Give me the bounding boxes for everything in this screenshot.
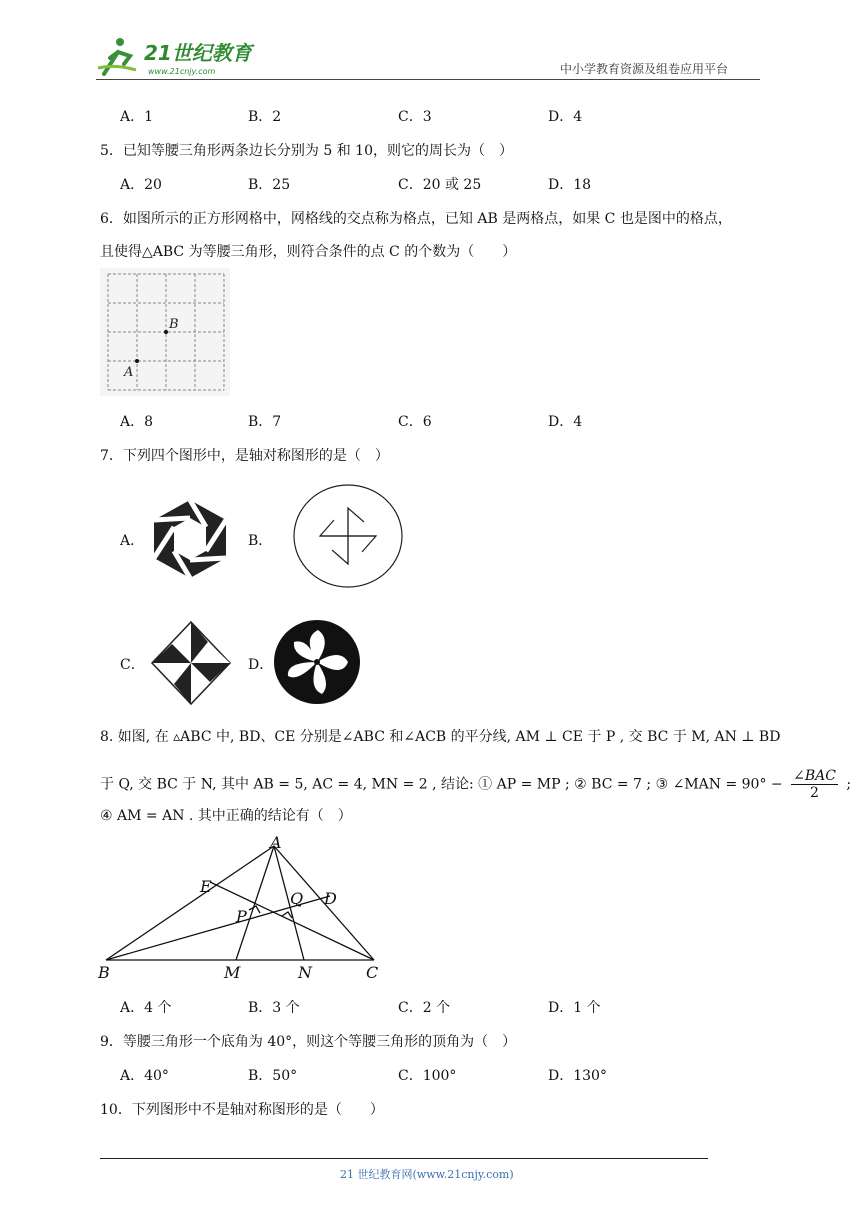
q6-grid-figure <box>100 268 230 396</box>
q4-options <box>120 106 760 126</box>
q5-option-b[interactable]: B．25 <box>248 177 291 193</box>
q9-stem: 9．等腰三角形一个底角为 40°，则这个等腰三角形的顶角为（ ） <box>100 1034 517 1050</box>
q8-label-b: B <box>98 963 110 982</box>
q8-options <box>120 997 760 1017</box>
q7-figure-a-hexagon-swirl <box>150 496 230 582</box>
logo-title: 21世纪教育 <box>144 41 252 65</box>
q6-options <box>120 411 760 431</box>
q4-option-c[interactable]: C．3 <box>398 109 432 125</box>
q6-label-a: A <box>124 365 134 380</box>
q8-label-q: Q <box>290 889 304 908</box>
q7-label-c[interactable]: C． <box>120 657 145 673</box>
q8-label-n: N <box>298 963 312 982</box>
footer-divider <box>100 1158 708 1159</box>
q8-label-m: M <box>224 963 241 982</box>
q8-stem-line2-text: 于 Q, 交 BC 于 N, 其中 AB = 5, AC = 4, MN = 2 , 结论: ① AP = MP ; ② BC = 7 ; ③ ∠MAN = 90° − <box>100 776 783 793</box>
q6-option-c[interactable]: C．6 <box>398 414 432 430</box>
q8-fraction-denominator: 2 <box>810 785 819 801</box>
q6-stem-line1: 6．如图所示的正方形网格中，网格线的交点称为格点，已知 AB 是两格点，如果 C 也是图中的格点， <box>100 211 732 227</box>
q7-figure-b-pinwheel <box>290 482 410 590</box>
header-platform-text: 中小学教育资源及组卷应用平台 <box>560 62 729 76</box>
q7-figure-c-diamond <box>150 620 232 706</box>
q9-options <box>120 1065 760 1085</box>
q8-option-a[interactable]: A．4 个 <box>120 1000 172 1016</box>
q6-option-b[interactable]: B．7 <box>248 414 282 430</box>
q6-label-b: B <box>169 317 179 332</box>
q8-label-a: A <box>270 836 282 852</box>
q5-stem: 5．已知等腰三角形两条边长分别为 5 和 10，则它的周长为（ ） <box>100 143 513 159</box>
q6-option-d[interactable]: D．4 <box>548 414 583 430</box>
q10-stem: 10．下列图形中不是轴对称图形的是（ ） <box>100 1102 384 1118</box>
q8-stem-line2 <box>100 768 851 801</box>
q4-option-b[interactable]: B．2 <box>248 109 282 125</box>
site-logo <box>96 34 266 78</box>
q9-option-d[interactable]: D．130° <box>548 1068 607 1084</box>
q7-label-d[interactable]: D． <box>248 657 274 673</box>
q8-label-d: D <box>324 889 337 908</box>
q8-option-c[interactable]: C．2 个 <box>398 1000 451 1016</box>
q5-option-c[interactable]: C．20 或 25 <box>398 177 482 193</box>
q6-option-a[interactable]: A．8 <box>120 414 154 430</box>
q7-label-b[interactable]: B． <box>248 533 273 549</box>
q8-label-e: E <box>200 877 212 896</box>
q8-label-c: C <box>366 963 379 982</box>
q4-option-d[interactable]: D．4 <box>548 109 583 125</box>
footer-text[interactable]: 21 世纪教育网(www.21cnjy.com) <box>340 1168 514 1181</box>
q6-stem-line2: 且使得△ABC 为等腰三角形，则符合条件的点 C 的个数为（ ） <box>100 244 517 260</box>
q4-option-a[interactable]: A．1 <box>120 109 154 125</box>
q8-label-p: P <box>236 907 247 926</box>
q8-fraction-numerator: ∠BAC <box>793 768 836 784</box>
q8-triangle-figure <box>98 836 390 982</box>
q8-fraction <box>791 768 838 801</box>
q5-option-a[interactable]: A．20 <box>120 177 162 193</box>
q5-options <box>120 174 760 194</box>
q8-stem-line2-end: ; <box>846 776 852 793</box>
header-divider <box>96 79 760 80</box>
q9-option-a[interactable]: A．40° <box>120 1068 169 1084</box>
q8-option-d[interactable]: D．1 个 <box>548 1000 601 1016</box>
logo-url: www.21cnjy.com <box>148 67 216 76</box>
q5-option-d[interactable]: D．18 <box>548 177 592 193</box>
q9-option-c[interactable]: C．100° <box>398 1068 457 1084</box>
q8-stem-line3: ④ AM = AN . 其中正确的结论有（ ） <box>100 808 352 824</box>
q9-option-b[interactable]: B．50° <box>248 1068 298 1084</box>
q8-stem-line1: 8. 如图, 在 ▵ABC 中, BD、CE 分别是∠ABC 和∠ACB 的平分线, AM ⊥ CE 于 P , 交 BC 于 M, AN ⊥ BD <box>100 729 781 745</box>
q8-option-b[interactable]: B．3 个 <box>248 1000 300 1016</box>
q7-label-a[interactable]: A． <box>120 533 145 549</box>
q7-stem: 7．下列四个图形中，是轴对称图形的是（ ） <box>100 448 389 464</box>
q7-figure-d-bauhinia <box>272 618 362 706</box>
